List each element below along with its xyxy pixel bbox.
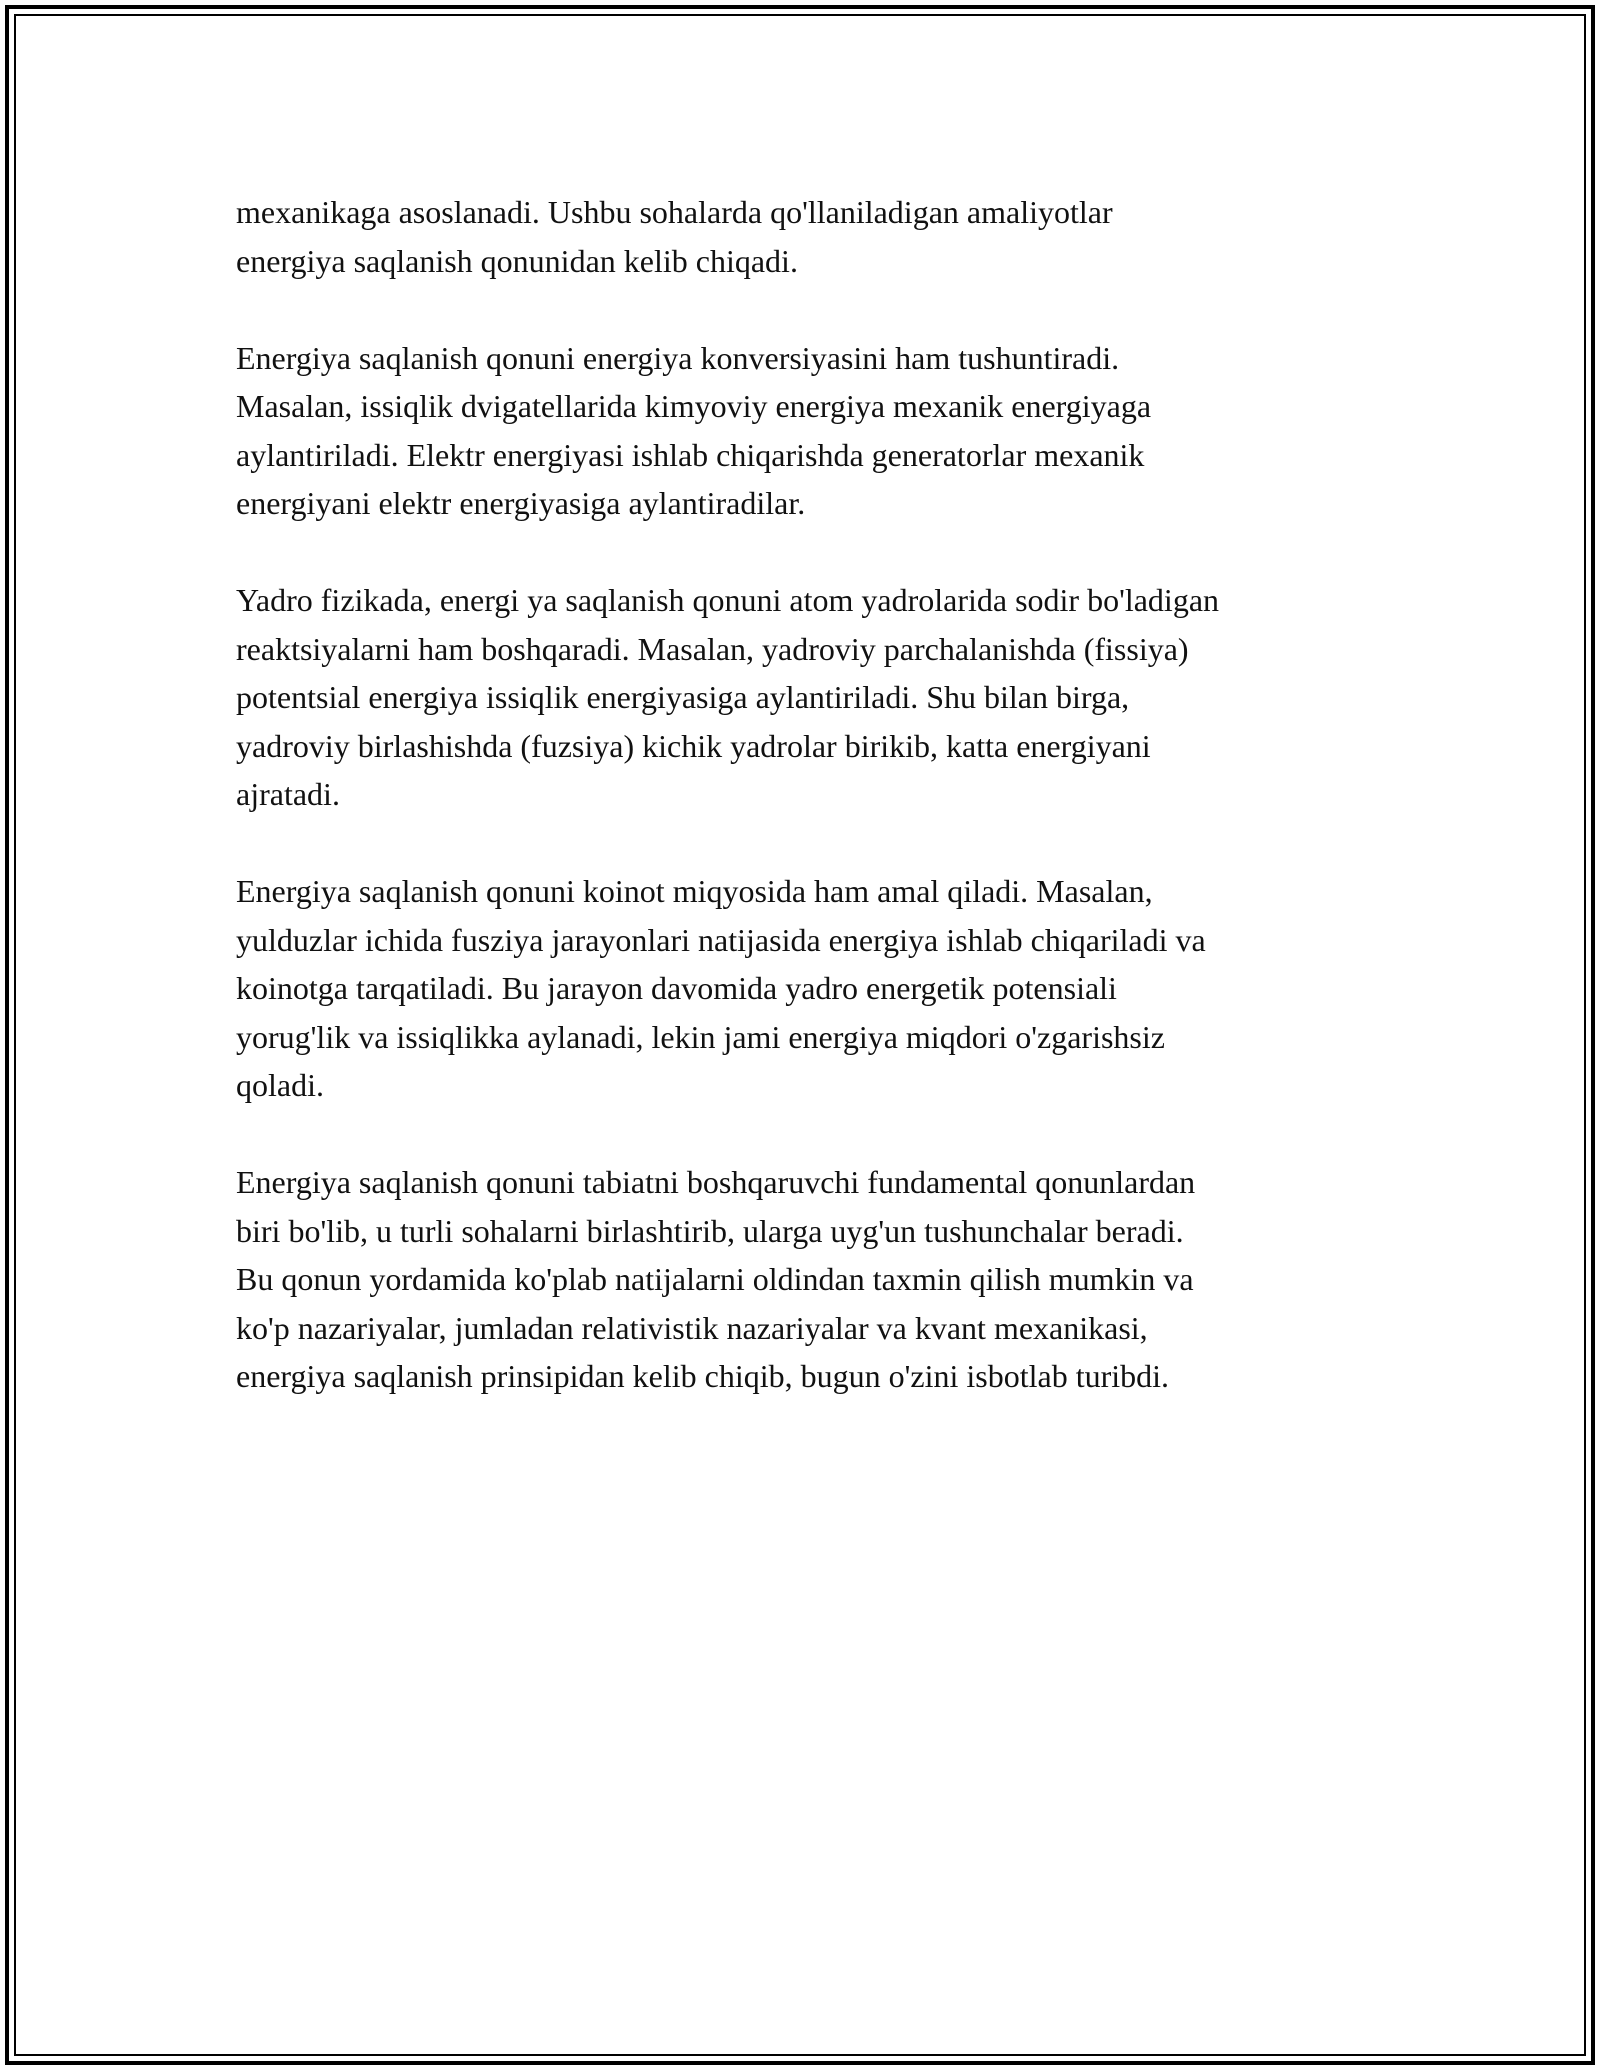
- text-line: mexanikaga asoslanadi. Ushbu sohalarda qo'llaniladigan amaliyotlar: [236, 194, 1113, 230]
- text-line: Bu qonun yordamida ko'plab natijalarni oldindan taxmin qilish mumkin va: [236, 1261, 1194, 1297]
- text-line: Yadro fizikada, energi ya saqlanish qonuni atom yadrolarida sodir bo'ladigan: [236, 582, 1220, 618]
- text-line: reaktsiyalarni ham boshqaradi. Masalan, yadroviy parchalanishda (fissiya): [236, 630, 1189, 667]
- text-line: yulduzlar ichida fusziya jarayonlari natijasida energiya ishlab chiqariladi va: [236, 921, 1206, 958]
- text-line: ko'p nazariyalar, jumladan relativistik nazariyalar va kvant mexanikasi,: [236, 1309, 1148, 1346]
- paragraph: [236, 334, 1386, 528]
- text-line: Masalan, issiqlik dvigatellarida kimyoviy energiya mexanik energiyaga: [236, 388, 1152, 424]
- text-line: yorug'lik va issiqlikka aylanadi, lekin jami energiya miqdori o'zgarishsiz: [236, 1018, 1165, 1055]
- document-body: [236, 188, 1386, 1449]
- paragraph: [236, 867, 1386, 1110]
- text-line: Energiya saqlanish qonuni energiya konversiyasini ham tushuntiradi.: [236, 339, 1120, 376]
- text-line: energiyani elektr energiyasiga aylantiradilar.: [236, 485, 806, 521]
- paragraph: [236, 576, 1386, 819]
- text-line: qoladi.: [236, 1067, 324, 1103]
- text-line: energiya saqlanish qonunidan kelib chiqadi.: [236, 242, 798, 279]
- text-line: energiya saqlanish prinsipidan kelib chiqib, bugun o'zini isbotlab turibdi.: [236, 1358, 1170, 1394]
- text-line: Energiya saqlanish qonuni tabiatni boshqaruvchi fundamental qonunlardan: [236, 1164, 1196, 1200]
- text-line: koinotga tarqatiladi. Bu jarayon davomida yadro energetik potensiali: [236, 970, 1117, 1006]
- paragraph: [236, 188, 1386, 285]
- text-line: yadroviy birlashishda (fuzsiya) kichik yadrolar birikib, katta energiyani: [236, 727, 1151, 764]
- text-line: biri bo'lib, u turli sohalarni birlashtirib, ularga uyg'un tushunchalar beradi.: [236, 1212, 1184, 1249]
- text-line: potentsial energiya issiqlik energiyasiga aylantiriladi. Shu bilan birga,: [236, 679, 1130, 715]
- text-line: aylantiriladi. Elektr energiyasi ishlab chiqarishda generatorlar mexanik: [236, 436, 1145, 473]
- text-line: Energiya saqlanish qonuni koinot miqyosida ham amal qiladi. Masalan,: [236, 873, 1153, 909]
- text-line: ajratadi.: [236, 776, 340, 812]
- paragraph: [236, 1158, 1386, 1401]
